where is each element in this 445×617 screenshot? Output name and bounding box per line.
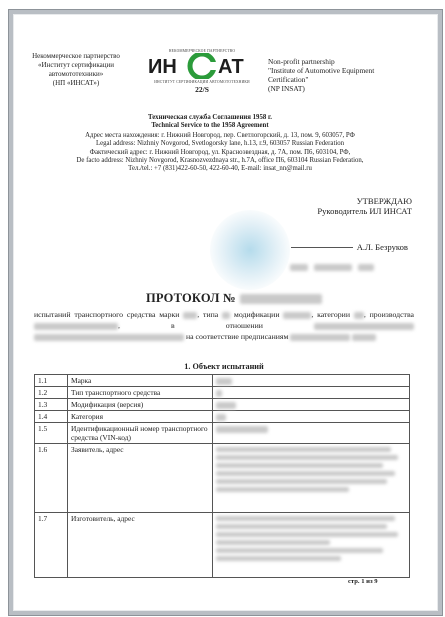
redacted-text <box>290 264 308 271</box>
svg-text:ИН: ИН <box>148 56 177 78</box>
logo-top-caption: НЕКОММЕРЧЕСКОЕ ПАРТНЕРСТВО <box>168 49 236 53</box>
redacted-text <box>34 334 184 341</box>
body-text: модификации <box>233 310 280 319</box>
table-row <box>35 399 410 411</box>
address-line: Тел./tel.: +7 (831)422-60-50, 422-60-40, E-mail: insat_nn@mail.ru <box>128 165 312 173</box>
redacted-protocol-number <box>240 294 322 304</box>
body-text: , в отношении <box>118 321 263 330</box>
org-en-line: Non-profit partnership <box>268 57 335 66</box>
row-label: Марка <box>68 375 213 387</box>
org-en-line: (NP INSAT) <box>268 84 305 93</box>
redacted-text <box>352 334 376 341</box>
logo-bottom-caption: ИНСТИТУТ СЕРТИФИКАЦИИ АВТОМОТОТЕХНИКИ <box>154 80 250 84</box>
redacted-text <box>354 312 364 319</box>
row-value-redacted <box>213 444 410 513</box>
address-line: Адрес места нахождения: г. Нижний Новгород, пер. Светлогорский, д. 13, пом. 9, 603057, РФ <box>85 132 355 139</box>
row-label: Тип транспортного средства <box>68 387 213 399</box>
row-label: Изготовитель, адрес <box>68 513 213 578</box>
table-row <box>35 423 410 444</box>
redacted-text <box>314 323 414 330</box>
redacted-text <box>314 264 352 271</box>
org-ru-line: (НП «ИНСАТ») <box>52 79 100 87</box>
logo-code: 22/S <box>195 85 209 94</box>
redacted-text <box>222 312 230 319</box>
row-label: Категория <box>68 411 213 423</box>
table-row <box>35 513 410 578</box>
approval-block <box>252 196 412 216</box>
org-ru-line: «Институт сертификации <box>38 61 114 69</box>
table-row <box>35 411 410 423</box>
address-block <box>30 132 410 173</box>
approval-date-redacted <box>290 262 374 271</box>
org-ru-line: автомототехники» <box>48 70 104 78</box>
row-label: Идентификационный номер транспортного средства (VIN-код) <box>68 423 213 444</box>
svg-text:АТ: АТ <box>218 56 244 78</box>
row-value-redacted <box>213 423 410 444</box>
address-line: Legal address: Nizhniy Novgorod, Svetlogorsky lane, h.13, r.9, 603057 Russian Federation <box>95 140 345 148</box>
row-value-redacted <box>213 399 410 411</box>
org-en-line: Certification" <box>268 75 309 84</box>
redacted-text <box>290 334 350 341</box>
redacted-text <box>183 312 197 319</box>
technical-service-en: Technical Service to the 1958 Agreement <box>151 122 269 129</box>
body-text: испытаний транспортного средства марки <box>34 310 180 319</box>
row-number: 1.2 <box>35 387 68 399</box>
body-text: , категории <box>311 310 351 319</box>
header-right-org <box>268 57 408 93</box>
row-number: 1.5 <box>35 423 68 444</box>
body-text: производства <box>369 310 415 319</box>
row-value-redacted <box>213 387 410 399</box>
row-label: Модификация (версия) <box>68 399 213 411</box>
section-title-test-object: 1. Объект испытаний <box>184 362 264 371</box>
row-number: 1.1 <box>35 375 68 387</box>
body-text: на соответствие предписаниям <box>185 332 289 341</box>
signer-name: А.Л. Безруков <box>356 242 408 252</box>
protocol-title <box>146 291 322 306</box>
table-row <box>35 375 410 387</box>
address-line: De facto address: Nizhniy Novgorod, Krasnozvezdnaya str., h.7A, office П6, 603104 Russian Federation, <box>76 156 364 164</box>
signature-line <box>272 242 408 252</box>
approval-position: Руководитель ИЛ ИНСАТ <box>317 206 412 216</box>
row-label: Заявитель, адрес <box>68 444 213 513</box>
row-number: 1.6 <box>35 444 68 513</box>
body-text: , типа <box>197 310 219 319</box>
row-value-redacted <box>213 411 410 423</box>
protocol-title-text: ПРОТОКОЛ № <box>146 291 236 305</box>
redacted-text <box>283 312 311 319</box>
org-en-line: "Institute of Automotive Equipment <box>268 66 375 75</box>
signature-underline <box>291 247 353 248</box>
row-number: 1.4 <box>35 411 68 423</box>
protocol-description <box>34 309 414 342</box>
row-value-redacted <box>213 513 410 578</box>
row-number: 1.7 <box>35 513 68 578</box>
technical-service-ru: Техническая служба Соглашения 1958 г. <box>148 114 272 121</box>
address-line: Фактический адрес: г. Нижний Новгород, ул. Красноэвездная, д. 7А, пом. П6, 603104, РФ, <box>89 148 351 156</box>
approval-heading: УТВЕРЖДАЮ <box>356 196 412 206</box>
table-row <box>35 387 410 399</box>
header-left-org <box>20 52 132 88</box>
test-object-table <box>34 374 410 578</box>
org-ru-line: Некоммерческое партнерство <box>32 52 120 60</box>
row-value-redacted <box>213 375 410 387</box>
insat-logo <box>136 48 268 108</box>
page-number: стр. 1 из 9 <box>348 578 378 585</box>
table-row <box>35 444 410 513</box>
body-text: , <box>363 310 366 319</box>
redacted-text <box>34 323 118 330</box>
row-number: 1.3 <box>35 399 68 411</box>
insat-wordmark-logo <box>142 53 262 79</box>
redacted-text <box>358 264 374 271</box>
technical-service-line <box>80 114 340 130</box>
